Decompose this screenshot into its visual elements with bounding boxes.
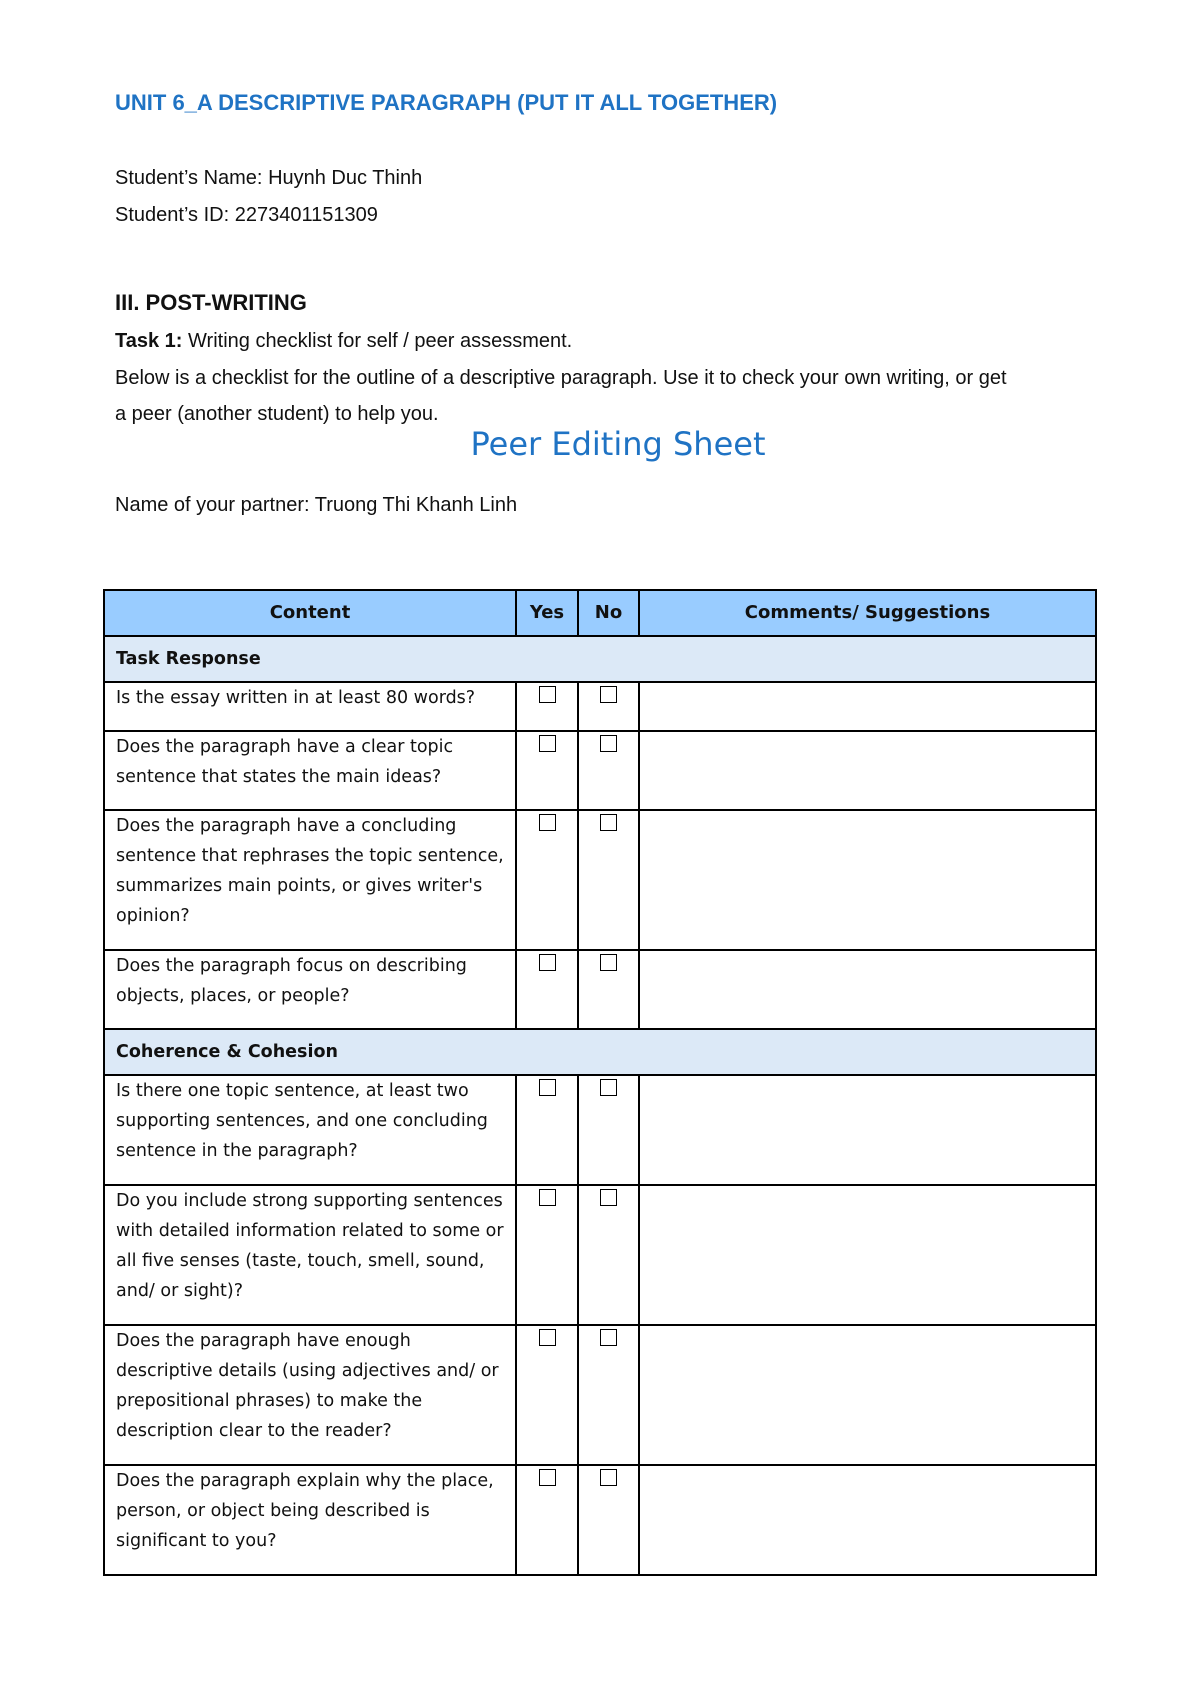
student-name-line bbox=[115, 167, 422, 190]
no-checkbox[interactable] bbox=[600, 1079, 617, 1096]
table-row bbox=[104, 731, 1096, 810]
task-description-line-1: Below is a checklist for the outline of a descriptive paragraph. Use it to check your own writing, or get bbox=[115, 367, 1007, 389]
no-cell bbox=[578, 810, 639, 950]
question-text: Does the paragraph explain why the place, person, or object being described is significant to you? bbox=[104, 1465, 516, 1575]
header-yes: Yes bbox=[516, 590, 578, 636]
no-checkbox[interactable] bbox=[600, 1189, 617, 1206]
table-row bbox=[104, 1075, 1096, 1185]
yes-checkbox[interactable] bbox=[539, 735, 556, 752]
table-row bbox=[104, 682, 1096, 731]
no-checkbox[interactable] bbox=[600, 954, 617, 971]
partner-line bbox=[115, 494, 517, 517]
table-header-row bbox=[104, 590, 1096, 636]
question-text: Does the paragraph focus on describing objects, places, or people? bbox=[104, 950, 516, 1029]
yes-cell bbox=[516, 1185, 578, 1325]
no-checkbox[interactable] bbox=[600, 1329, 617, 1346]
post-writing-heading: III. POST-WRITING bbox=[115, 290, 307, 315]
table-row bbox=[104, 1465, 1096, 1575]
task-text: Writing checklist for self / peer assessment. bbox=[188, 330, 573, 352]
yes-cell bbox=[516, 950, 578, 1029]
no-cell bbox=[578, 731, 639, 810]
no-checkbox[interactable] bbox=[600, 814, 617, 831]
yes-cell bbox=[516, 682, 578, 731]
peer-editing-checklist-table bbox=[103, 589, 1097, 1576]
no-cell bbox=[578, 1465, 639, 1575]
student-id-label: Student’s ID: bbox=[115, 204, 230, 226]
student-id-line bbox=[115, 204, 378, 227]
table-row bbox=[104, 810, 1096, 950]
yes-checkbox[interactable] bbox=[539, 1189, 556, 1206]
table-row bbox=[104, 1325, 1096, 1465]
comments-cell[interactable] bbox=[639, 810, 1096, 950]
no-cell bbox=[578, 1075, 639, 1185]
question-text: Does the paragraph have enough descriptive details (using adjectives and/ or prepositional phrases) to make the description clear to the reader? bbox=[104, 1325, 516, 1465]
comments-cell[interactable] bbox=[639, 1325, 1096, 1465]
header-comments: Comments/ Suggestions bbox=[639, 590, 1096, 636]
task-description-line-2: a peer (another student) to help you. bbox=[115, 403, 439, 425]
section-title: Coherence & Cohesion bbox=[104, 1029, 1096, 1075]
question-text: Does the paragraph have a concluding sentence that rephrases the topic sentence, summarizes main points, or gives writer's opinion? bbox=[104, 810, 516, 950]
yes-checkbox[interactable] bbox=[539, 686, 556, 703]
yes-cell bbox=[516, 731, 578, 810]
task-label: Task 1: bbox=[115, 330, 183, 352]
no-cell bbox=[578, 682, 639, 731]
yes-checkbox[interactable] bbox=[539, 1329, 556, 1346]
question-text: Does the paragraph have a clear topic sentence that states the main ideas? bbox=[104, 731, 516, 810]
comments-cell[interactable] bbox=[639, 1465, 1096, 1575]
section-title: Task Response bbox=[104, 636, 1096, 682]
question-text: Do you include strong supporting sentences with detailed information related to some or all five senses (taste, touch, smell, sound, and/ or sight)? bbox=[104, 1185, 516, 1325]
yes-cell bbox=[516, 810, 578, 950]
comments-cell[interactable] bbox=[639, 950, 1096, 1029]
task-line bbox=[115, 330, 572, 353]
yes-cell bbox=[516, 1075, 578, 1185]
yes-checkbox[interactable] bbox=[539, 814, 556, 831]
student-name-value: Huynh Duc Thinh bbox=[268, 167, 423, 189]
question-text: Is there one topic sentence, at least two supporting sentences, and one concluding sentence in the paragraph? bbox=[104, 1075, 516, 1185]
header-no: No bbox=[578, 590, 639, 636]
student-name-label: Student’s Name: bbox=[115, 167, 263, 189]
table-row bbox=[104, 1185, 1096, 1325]
partner-name: Truong Thi Khanh Linh bbox=[314, 494, 518, 516]
no-checkbox[interactable] bbox=[600, 686, 617, 703]
comments-cell[interactable] bbox=[639, 731, 1096, 810]
no-cell bbox=[578, 1185, 639, 1325]
unit-title: UNIT 6_A DESCRIPTIVE PARAGRAPH (PUT IT ALL TOGETHER) bbox=[115, 90, 778, 115]
no-checkbox[interactable] bbox=[600, 1469, 617, 1486]
question-text: Is the essay written in at least 80 words? bbox=[104, 682, 516, 731]
yes-cell bbox=[516, 1465, 578, 1575]
header-content: Content bbox=[104, 590, 516, 636]
yes-checkbox[interactable] bbox=[539, 1469, 556, 1486]
no-checkbox[interactable] bbox=[600, 735, 617, 752]
yes-checkbox[interactable] bbox=[539, 1079, 556, 1096]
no-cell bbox=[578, 950, 639, 1029]
table-row bbox=[104, 950, 1096, 1029]
yes-cell bbox=[516, 1325, 578, 1465]
comments-cell[interactable] bbox=[639, 1185, 1096, 1325]
section-row-task-response bbox=[104, 636, 1096, 682]
comments-cell[interactable] bbox=[639, 682, 1096, 731]
no-cell bbox=[578, 1325, 639, 1465]
yes-checkbox[interactable] bbox=[539, 954, 556, 971]
peer-editing-sheet-title: Peer Editing Sheet bbox=[470, 425, 766, 463]
partner-label: Name of your partner: bbox=[115, 494, 310, 516]
student-id-value: 2273401151309 bbox=[234, 204, 378, 226]
section-row-coherence-cohesion bbox=[104, 1029, 1096, 1075]
comments-cell[interactable] bbox=[639, 1075, 1096, 1185]
